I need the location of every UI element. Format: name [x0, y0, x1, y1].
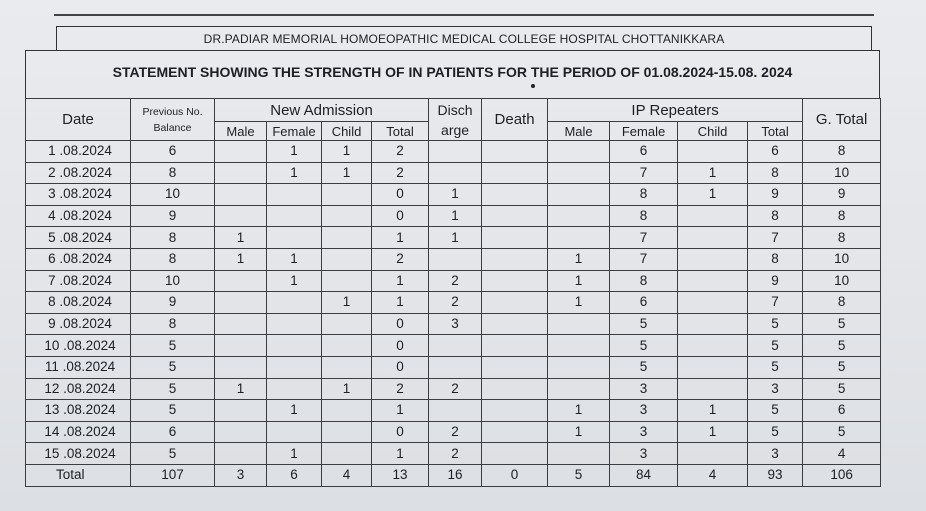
- cell-date: 10 .08.2024: [26, 335, 131, 357]
- cell-death: [482, 162, 548, 184]
- cell-na-total: 0: [372, 356, 429, 378]
- cell-g-total: 5: [803, 378, 881, 400]
- cell-ip-female: 5: [610, 356, 678, 378]
- cell-ip-total: 8: [748, 205, 803, 227]
- cell-prev: 10: [131, 184, 215, 206]
- cell-death: [482, 270, 548, 292]
- cell-discharge: 1: [429, 184, 482, 206]
- statement-title: STATEMENT SHOWING THE STRENGTH OF IN PATIENTS FOR THE PERIOD OF 01.08.2024-15.08. 2024: [112, 64, 793, 80]
- cell-na-total: 1: [372, 443, 429, 465]
- totals-prev: 107: [131, 464, 215, 486]
- cell-na-male: [215, 205, 267, 227]
- cell-na-female: 1: [267, 400, 322, 422]
- header-discharge: [429, 99, 482, 141]
- table-row: [26, 184, 881, 206]
- table-row: [26, 378, 881, 400]
- header-discharge-line1: Disch: [437, 101, 473, 118]
- cell-na-child: [322, 248, 372, 270]
- cell-na-female: [267, 356, 322, 378]
- cell-date: 6 .08.2024: [26, 248, 131, 270]
- cell-g-total: 9: [803, 184, 881, 206]
- cell-na-total: 2: [372, 378, 429, 400]
- header-ip-repeaters: IP Repeaters: [548, 99, 803, 122]
- cell-na-child: [322, 421, 372, 443]
- cell-na-child: [322, 313, 372, 335]
- cell-na-female: [267, 378, 322, 400]
- cell-na-female: [267, 227, 322, 249]
- totals-ip-total: 93: [748, 464, 803, 486]
- totals-row: [26, 464, 881, 486]
- table-row: [26, 141, 881, 163]
- cell-prev: 8: [131, 162, 215, 184]
- cell-g-total: 10: [803, 248, 881, 270]
- cell-na-child: 1: [322, 292, 372, 314]
- table-row: [26, 205, 881, 227]
- cell-g-total: 6: [803, 400, 881, 422]
- cell-na-male: 1: [215, 248, 267, 270]
- cell-ip-total: 5: [748, 356, 803, 378]
- cell-death: [482, 227, 548, 249]
- cell-na-child: [322, 400, 372, 422]
- cell-prev: 9: [131, 205, 215, 227]
- totals-ip-male: 5: [548, 464, 610, 486]
- cell-ip-male: [548, 335, 610, 357]
- header-na-female: Female: [267, 122, 322, 141]
- cell-g-total: 8: [803, 227, 881, 249]
- cell-na-total: 2: [372, 162, 429, 184]
- cell-na-total: 1: [372, 292, 429, 314]
- inpatient-strength-table: [25, 98, 881, 487]
- cell-na-total: 2: [372, 248, 429, 270]
- header-new-admission: New Admission: [215, 99, 429, 122]
- header-na-child: Child: [322, 122, 372, 141]
- cell-na-female: [267, 184, 322, 206]
- cell-na-female: 1: [267, 162, 322, 184]
- cell-ip-child: [678, 378, 748, 400]
- cell-na-total: 0: [372, 313, 429, 335]
- cell-ip-male: [548, 443, 610, 465]
- cell-discharge: [429, 141, 482, 163]
- cell-ip-female: 7: [610, 227, 678, 249]
- table-row: [26, 248, 881, 270]
- header-previous-line1: Previous No.: [142, 105, 203, 118]
- cell-na-child: [322, 184, 372, 206]
- table-row: [26, 421, 881, 443]
- cell-prev: 5: [131, 378, 215, 400]
- cell-na-male: [215, 313, 267, 335]
- cell-na-female: [267, 292, 322, 314]
- cell-ip-male: [548, 205, 610, 227]
- cell-na-female: 1: [267, 443, 322, 465]
- cell-date: 5 .08.2024: [26, 227, 131, 249]
- cell-death: [482, 184, 548, 206]
- cell-date: 3 .08.2024: [26, 184, 131, 206]
- cell-na-total: 1: [372, 227, 429, 249]
- cell-date: 11 .08.2024: [26, 356, 131, 378]
- cell-prev: 5: [131, 400, 215, 422]
- cell-ip-total: 5: [748, 421, 803, 443]
- cell-ip-child: [678, 227, 748, 249]
- cell-na-male: [215, 356, 267, 378]
- cell-na-male: 1: [215, 378, 267, 400]
- cell-prev: 5: [131, 356, 215, 378]
- header-previous-line2: Balance: [153, 121, 192, 134]
- totals-label: Total: [26, 464, 131, 486]
- cell-ip-total: 8: [748, 248, 803, 270]
- cell-ip-child: [678, 270, 748, 292]
- cell-date: 2 .08.2024: [26, 162, 131, 184]
- cell-date: 13 .08.2024: [26, 400, 131, 422]
- cell-na-child: [322, 335, 372, 357]
- cell-ip-total: 3: [748, 378, 803, 400]
- cell-discharge: 2: [429, 443, 482, 465]
- cell-g-total: 5: [803, 335, 881, 357]
- cell-g-total: 10: [803, 270, 881, 292]
- header-ip-child: Child: [678, 122, 748, 141]
- cell-ip-child: [678, 248, 748, 270]
- cell-ip-male: 1: [548, 292, 610, 314]
- cell-discharge: 1: [429, 205, 482, 227]
- cell-na-total: 0: [372, 335, 429, 357]
- cell-prev: 8: [131, 248, 215, 270]
- totals-ip-child: 4: [678, 464, 748, 486]
- header-discharge-line2: arge: [441, 121, 470, 138]
- cell-discharge: [429, 248, 482, 270]
- cell-ip-child: [678, 313, 748, 335]
- cell-ip-female: 3: [610, 378, 678, 400]
- cell-g-total: 8: [803, 292, 881, 314]
- cell-date: 4 .08.2024: [26, 205, 131, 227]
- cell-discharge: [429, 356, 482, 378]
- cell-discharge: 2: [429, 421, 482, 443]
- table-row: [26, 162, 881, 184]
- cell-prev: 5: [131, 335, 215, 357]
- cell-prev: 9: [131, 292, 215, 314]
- cell-na-child: [322, 270, 372, 292]
- cell-ip-child: [678, 141, 748, 163]
- cell-ip-male: 1: [548, 400, 610, 422]
- cell-na-female: 1: [267, 270, 322, 292]
- cell-ip-male: 1: [548, 248, 610, 270]
- cell-ip-total: 5: [748, 313, 803, 335]
- header-na-male: Male: [215, 122, 267, 141]
- cell-na-total: 1: [372, 400, 429, 422]
- cell-na-male: [215, 162, 267, 184]
- cell-death: [482, 400, 548, 422]
- cell-ip-female: 5: [610, 335, 678, 357]
- cell-na-male: [215, 421, 267, 443]
- cell-ip-female: 7: [610, 248, 678, 270]
- header-g-total: G. Total: [803, 99, 881, 141]
- cell-death: [482, 141, 548, 163]
- cell-ip-child: [678, 205, 748, 227]
- cell-prev: 10: [131, 270, 215, 292]
- cell-ip-female: 7: [610, 162, 678, 184]
- cell-ip-male: 1: [548, 270, 610, 292]
- cell-death: [482, 248, 548, 270]
- cell-na-total: 0: [372, 421, 429, 443]
- header-death: Death: [482, 99, 548, 141]
- cell-date: 7 .08.2024: [26, 270, 131, 292]
- cell-prev: 5: [131, 443, 215, 465]
- cell-na-female: 1: [267, 141, 322, 163]
- cell-na-total: 2: [372, 141, 429, 163]
- totals-na-total: 13: [372, 464, 429, 486]
- cell-prev: 8: [131, 227, 215, 249]
- cell-na-female: 1: [267, 248, 322, 270]
- cell-ip-total: 7: [748, 227, 803, 249]
- cell-date: 1 .08.2024: [26, 141, 131, 163]
- table-row: [26, 227, 881, 249]
- cell-death: [482, 421, 548, 443]
- cell-discharge: [429, 400, 482, 422]
- cell-discharge: 1: [429, 227, 482, 249]
- cell-g-total: 10: [803, 162, 881, 184]
- table-row: [26, 400, 881, 422]
- cell-na-child: [322, 443, 372, 465]
- header-na-total: Total: [372, 122, 429, 141]
- table-row: [26, 270, 881, 292]
- cell-ip-female: 5: [610, 313, 678, 335]
- cell-na-child: [322, 205, 372, 227]
- cell-na-male: [215, 335, 267, 357]
- cell-prev: 8: [131, 313, 215, 335]
- cell-date: 15 .08.2024: [26, 443, 131, 465]
- table-row: [26, 443, 881, 465]
- header-ip-male: Male: [548, 122, 610, 141]
- cell-ip-child: 1: [678, 162, 748, 184]
- cell-na-child: 1: [322, 141, 372, 163]
- cell-death: [482, 205, 548, 227]
- header-ip-total: Total: [748, 122, 803, 141]
- cell-na-total: 0: [372, 184, 429, 206]
- cell-ip-child: 1: [678, 421, 748, 443]
- cell-discharge: 2: [429, 270, 482, 292]
- cell-g-total: 5: [803, 313, 881, 335]
- header-date: Date: [26, 99, 131, 141]
- cell-g-total: 5: [803, 356, 881, 378]
- cell-ip-female: 6: [610, 141, 678, 163]
- cell-ip-male: [548, 162, 610, 184]
- cell-discharge: 2: [429, 292, 482, 314]
- ink-dot: [531, 84, 535, 88]
- cell-ip-female: 3: [610, 400, 678, 422]
- cell-ip-male: [548, 141, 610, 163]
- cell-ip-child: [678, 292, 748, 314]
- cell-ip-total: 7: [748, 292, 803, 314]
- cell-na-female: [267, 205, 322, 227]
- cell-date: 12 .08.2024: [26, 378, 131, 400]
- cell-death: [482, 356, 548, 378]
- totals-discharge: 16: [429, 464, 482, 486]
- cell-na-total: 0: [372, 205, 429, 227]
- cell-ip-female: 8: [610, 184, 678, 206]
- cell-ip-child: [678, 356, 748, 378]
- table-row: [26, 356, 881, 378]
- cell-g-total: 8: [803, 141, 881, 163]
- totals-na-child: 4: [322, 464, 372, 486]
- cell-na-male: [215, 292, 267, 314]
- cell-g-total: 8: [803, 205, 881, 227]
- cell-na-child: [322, 227, 372, 249]
- cell-date: 14 .08.2024: [26, 421, 131, 443]
- cell-discharge: [429, 162, 482, 184]
- cell-ip-total: 3: [748, 443, 803, 465]
- cell-ip-male: [548, 313, 610, 335]
- paper-edge: [54, 14, 874, 16]
- cell-ip-female: 8: [610, 205, 678, 227]
- totals-ip-female: 84: [610, 464, 678, 486]
- cell-death: [482, 313, 548, 335]
- header-previous-balance: [131, 99, 215, 141]
- table-row: [26, 313, 881, 335]
- cell-death: [482, 378, 548, 400]
- cell-na-male: [215, 141, 267, 163]
- cell-death: [482, 335, 548, 357]
- totals-death: 0: [482, 464, 548, 486]
- cell-ip-male: [548, 184, 610, 206]
- cell-ip-male: 1: [548, 421, 610, 443]
- cell-g-total: 5: [803, 421, 881, 443]
- cell-ip-female: 3: [610, 421, 678, 443]
- cell-na-female: [267, 421, 322, 443]
- cell-discharge: 2: [429, 378, 482, 400]
- cell-ip-female: 8: [610, 270, 678, 292]
- cell-na-female: [267, 335, 322, 357]
- cell-ip-female: 6: [610, 292, 678, 314]
- cell-ip-female: 3: [610, 443, 678, 465]
- table-row: [26, 335, 881, 357]
- cell-ip-total: 5: [748, 335, 803, 357]
- cell-na-male: [215, 400, 267, 422]
- cell-ip-total: 9: [748, 270, 803, 292]
- cell-ip-male: [548, 378, 610, 400]
- cell-na-male: [215, 184, 267, 206]
- cell-ip-total: 8: [748, 162, 803, 184]
- cell-ip-total: 6: [748, 141, 803, 163]
- hospital-name: DR.PADIAR MEMORIAL HOMOEOPATHIC MEDICAL COLLEGE HOSPITAL CHOTTANIKKARA: [56, 26, 872, 50]
- cell-death: [482, 292, 548, 314]
- totals-na-male: 3: [215, 464, 267, 486]
- table-body: [26, 141, 881, 465]
- table-row: [26, 292, 881, 314]
- cell-date: 8 .08.2024: [26, 292, 131, 314]
- cell-na-male: [215, 270, 267, 292]
- totals-na-female: 6: [267, 464, 322, 486]
- totals-g-total: 106: [803, 464, 881, 486]
- header-ip-female: Female: [610, 122, 678, 141]
- cell-g-total: 4: [803, 443, 881, 465]
- cell-death: [482, 443, 548, 465]
- cell-ip-child: [678, 443, 748, 465]
- cell-ip-male: [548, 227, 610, 249]
- cell-ip-child: [678, 335, 748, 357]
- cell-na-female: [267, 313, 322, 335]
- cell-na-child: [322, 356, 372, 378]
- cell-date: 9 .08.2024: [26, 313, 131, 335]
- cell-na-child: 1: [322, 162, 372, 184]
- cell-prev: 6: [131, 421, 215, 443]
- cell-ip-total: 9: [748, 184, 803, 206]
- cell-ip-child: 1: [678, 400, 748, 422]
- cell-prev: 6: [131, 141, 215, 163]
- cell-ip-child: 1: [678, 184, 748, 206]
- cell-na-male: 1: [215, 227, 267, 249]
- cell-ip-total: 5: [748, 400, 803, 422]
- cell-discharge: [429, 335, 482, 357]
- cell-discharge: 3: [429, 313, 482, 335]
- cell-ip-male: [548, 356, 610, 378]
- cell-na-total: 1: [372, 270, 429, 292]
- cell-na-child: 1: [322, 378, 372, 400]
- cell-na-male: [215, 443, 267, 465]
